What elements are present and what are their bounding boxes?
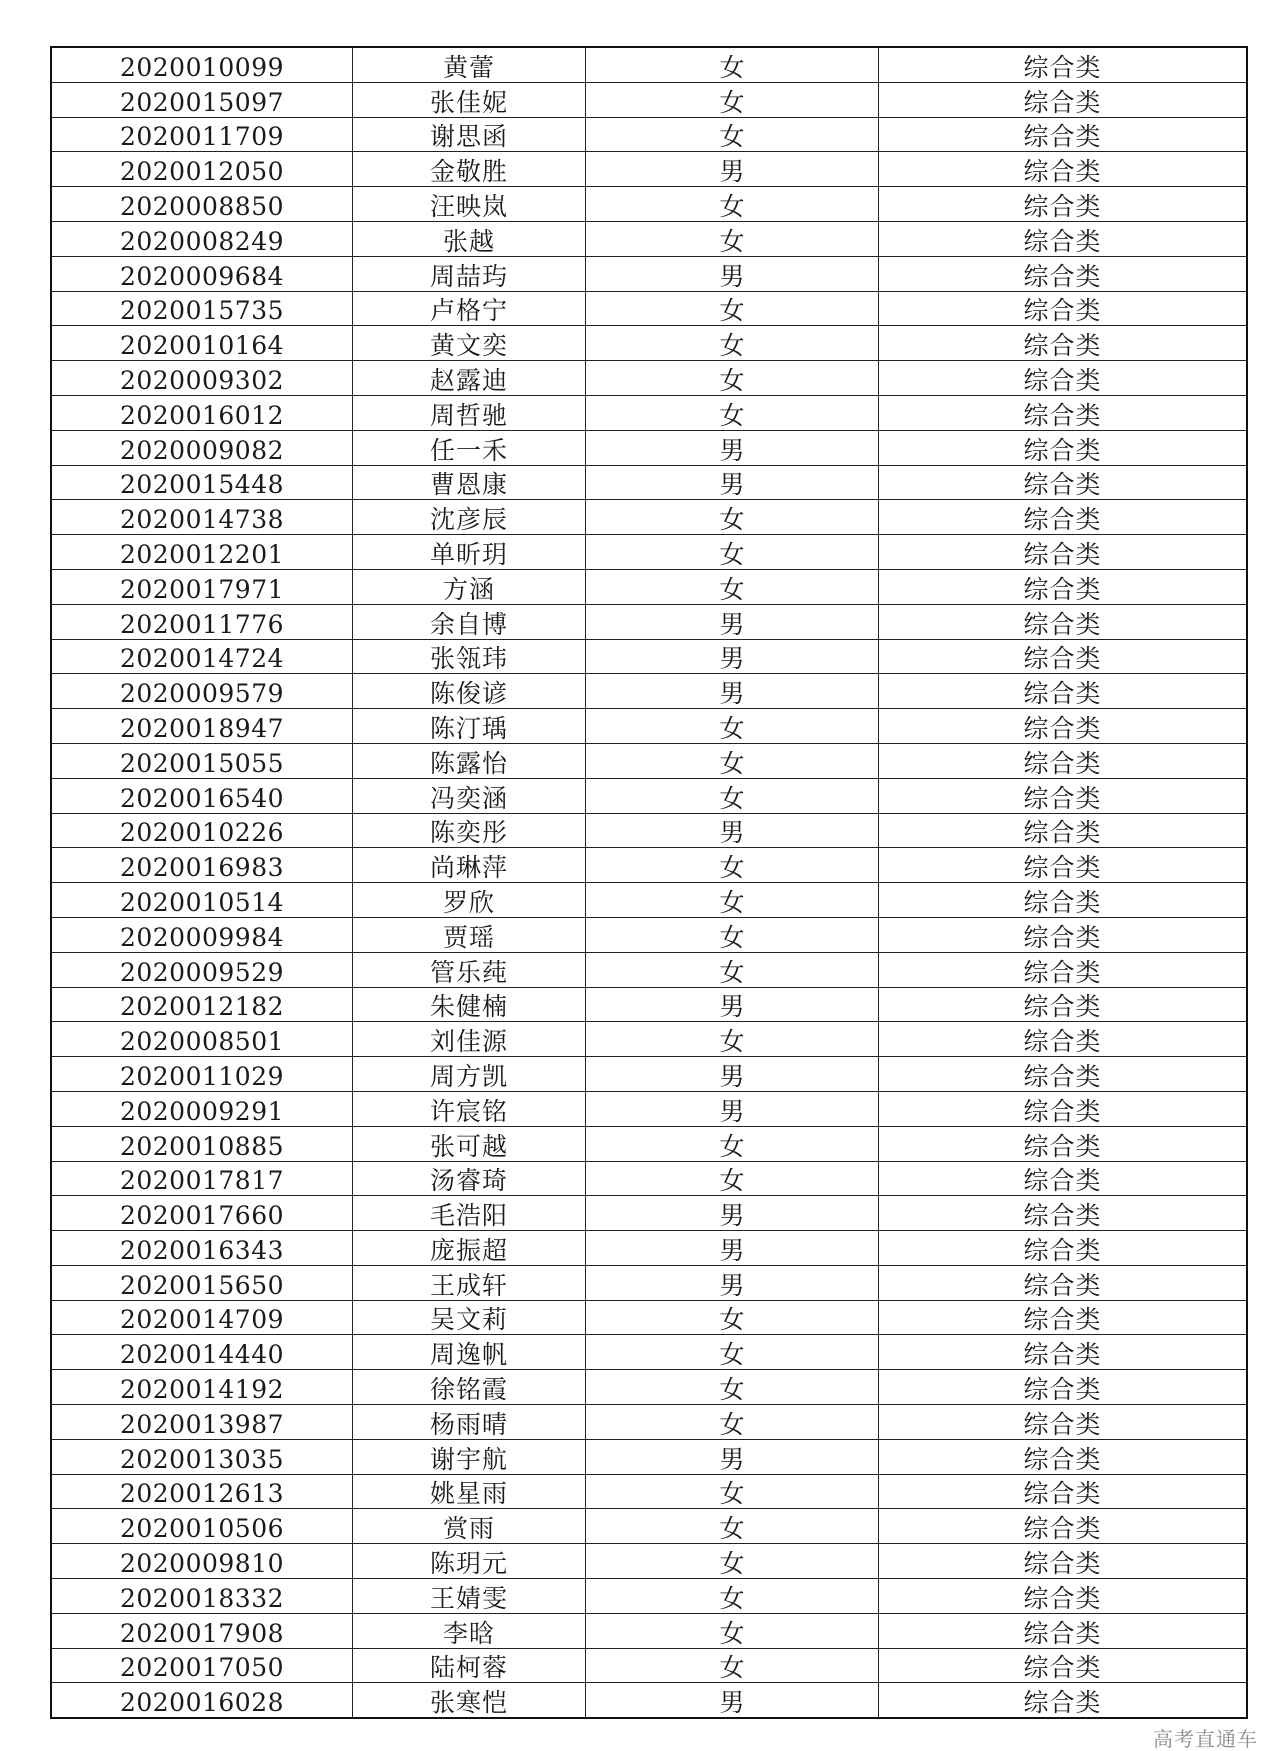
category-cell: 综合类 [879,465,1248,500]
student-id-cell: 2020016540 [51,778,353,813]
student-id-cell: 2020017660 [51,1196,353,1231]
student-id-cell: 2020018947 [51,709,353,744]
table-row [51,82,1247,117]
table-row [51,709,1247,744]
table-row [51,1370,1247,1405]
gender-cell: 男 [586,639,879,674]
table-row [51,465,1247,500]
category-cell: 综合类 [879,1613,1248,1648]
student-name-cell: 李晗 [353,1613,586,1648]
table-row [51,1544,1247,1579]
gender-cell: 女 [586,743,879,778]
table-row [51,883,1247,918]
student-id-cell: 2020009579 [51,674,353,709]
student-name-cell: 许宸铭 [353,1091,586,1126]
gender-cell: 男 [586,1439,879,1474]
table-row [51,1231,1247,1266]
student-id-cell: 2020009684 [51,256,353,291]
table-row [51,1579,1247,1614]
category-cell: 综合类 [879,883,1248,918]
table-row [51,1057,1247,1092]
gender-cell: 女 [586,361,879,396]
gender-cell: 男 [586,987,879,1022]
student-id-cell: 2020015650 [51,1265,353,1300]
gender-cell: 女 [586,569,879,604]
category-cell: 综合类 [879,917,1248,952]
gender-cell: 女 [586,326,879,361]
table-row [51,1648,1247,1683]
table-row [51,152,1247,187]
table-row [51,395,1247,430]
category-cell: 综合类 [879,1300,1248,1335]
student-name-cell: 张佳妮 [353,82,586,117]
student-name-cell: 汤睿琦 [353,1161,586,1196]
category-cell: 综合类 [879,1509,1248,1544]
student-name-cell: 陈汀瑀 [353,709,586,744]
student-id-cell: 2020018332 [51,1579,353,1614]
student-id-cell: 2020012613 [51,1474,353,1509]
table-row [51,1300,1247,1335]
student-name-cell: 罗欣 [353,883,586,918]
student-name-cell: 卢格宁 [353,291,586,326]
gender-cell: 女 [586,1579,879,1614]
student-name-cell: 冯奕涵 [353,778,586,813]
gender-cell: 女 [586,221,879,256]
gender-cell: 男 [586,430,879,465]
student-name-cell: 曹恩康 [353,465,586,500]
student-id-cell: 2020008850 [51,187,353,222]
category-cell: 综合类 [879,47,1248,82]
category-cell: 综合类 [879,117,1248,152]
category-cell: 综合类 [879,1161,1248,1196]
student-id-cell: 2020014724 [51,639,353,674]
category-cell: 综合类 [879,1091,1248,1126]
table-row [51,1683,1247,1718]
gender-cell: 男 [586,152,879,187]
table-row [51,430,1247,465]
student-id-cell: 2020009529 [51,952,353,987]
student-name-cell: 杨雨晴 [353,1405,586,1440]
student-name-cell: 黄蕾 [353,47,586,82]
gender-cell: 女 [586,1126,879,1161]
student-name-cell: 陈俊谚 [353,674,586,709]
gender-cell: 女 [586,1300,879,1335]
student-name-cell: 金敬胜 [353,152,586,187]
table-row [51,326,1247,361]
category-cell: 综合类 [879,639,1248,674]
category-cell: 综合类 [879,709,1248,744]
student-name-cell: 赏雨 [353,1509,586,1544]
category-cell: 综合类 [879,221,1248,256]
category-cell: 综合类 [879,1579,1248,1614]
student-id-cell: 2020012050 [51,152,353,187]
student-id-cell: 2020016028 [51,1683,353,1718]
table-row [51,778,1247,813]
gender-cell: 男 [586,465,879,500]
category-cell: 综合类 [879,1683,1248,1718]
category-cell: 综合类 [879,395,1248,430]
student-name-cell: 朱健楠 [353,987,586,1022]
student-name-cell: 谢思函 [353,117,586,152]
student-id-cell: 2020012201 [51,535,353,570]
student-id-cell: 2020013035 [51,1439,353,1474]
table-row [51,1613,1247,1648]
category-cell: 综合类 [879,1231,1248,1266]
student-id-cell: 2020014709 [51,1300,353,1335]
category-cell: 综合类 [879,1474,1248,1509]
student-name-cell: 庞振超 [353,1231,586,1266]
category-cell: 综合类 [879,1405,1248,1440]
gender-cell: 男 [586,674,879,709]
student-id-cell: 2020008501 [51,1022,353,1057]
student-name-cell: 任一禾 [353,430,586,465]
gender-cell: 女 [586,778,879,813]
category-cell: 综合类 [879,1126,1248,1161]
table-row [51,1126,1247,1161]
student-name-cell: 汪映岚 [353,187,586,222]
student-name-cell: 王婧雯 [353,1579,586,1614]
gender-cell: 男 [586,1091,879,1126]
gender-cell: 男 [586,1231,879,1266]
student-id-cell: 2020017817 [51,1161,353,1196]
category-cell: 综合类 [879,152,1248,187]
category-cell: 综合类 [879,1057,1248,1092]
student-name-cell: 黄文奕 [353,326,586,361]
student-name-cell: 陈露怡 [353,743,586,778]
table-row [51,535,1247,570]
gender-cell: 女 [586,535,879,570]
student-name-cell: 贾瑶 [353,917,586,952]
student-id-cell: 2020014440 [51,1335,353,1370]
category-cell: 综合类 [879,1439,1248,1474]
category-cell: 综合类 [879,848,1248,883]
table-row [51,1161,1247,1196]
student-id-cell: 2020009082 [51,430,353,465]
gender-cell: 男 [586,1057,879,1092]
student-name-cell: 陈奕彤 [353,813,586,848]
gender-cell: 女 [586,395,879,430]
gender-cell: 女 [586,291,879,326]
table-row [51,291,1247,326]
student-name-cell: 刘佳源 [353,1022,586,1057]
table-row [51,256,1247,291]
student-id-cell: 2020017908 [51,1613,353,1648]
gender-cell: 女 [586,883,879,918]
table-row [51,917,1247,952]
category-cell: 综合类 [879,674,1248,709]
watermark-text: 高考直通车 [1153,1727,1258,1751]
category-cell: 综合类 [879,1544,1248,1579]
table-row [51,47,1247,82]
table-row [51,1091,1247,1126]
category-cell: 综合类 [879,187,1248,222]
gender-cell: 男 [586,604,879,639]
gender-cell: 女 [586,47,879,82]
student-name-cell: 单昕玥 [353,535,586,570]
student-name-cell: 周方凯 [353,1057,586,1092]
student-id-cell: 2020011776 [51,604,353,639]
student-id-cell: 2020017971 [51,569,353,604]
gender-cell: 女 [586,500,879,535]
student-id-cell: 2020017050 [51,1648,353,1683]
gender-cell: 女 [586,709,879,744]
category-cell: 综合类 [879,256,1248,291]
student-name-cell: 方涵 [353,569,586,604]
student-id-cell: 2020011029 [51,1057,353,1092]
student-name-cell: 张瓴玮 [353,639,586,674]
gender-cell: 男 [586,1196,879,1231]
table-row [51,639,1247,674]
category-cell: 综合类 [879,361,1248,396]
student-id-cell: 2020010164 [51,326,353,361]
student-name-cell: 周喆玙 [353,256,586,291]
table-row [51,1022,1247,1057]
table-row [51,1474,1247,1509]
student-id-cell: 2020010099 [51,47,353,82]
student-name-cell: 张越 [353,221,586,256]
gender-cell: 女 [586,1405,879,1440]
gender-cell: 女 [586,1161,879,1196]
gender-cell: 男 [586,1683,879,1718]
student-id-cell: 2020014192 [51,1370,353,1405]
table-row [51,117,1247,152]
gender-cell: 男 [586,813,879,848]
category-cell: 综合类 [879,1335,1248,1370]
student-id-cell: 2020015735 [51,291,353,326]
student-id-cell: 2020010506 [51,1509,353,1544]
table-row [51,569,1247,604]
category-cell: 综合类 [879,500,1248,535]
table-row [51,848,1247,883]
gender-cell: 女 [586,1509,879,1544]
category-cell: 综合类 [879,1265,1248,1300]
student-name-cell: 张可越 [353,1126,586,1161]
student-id-cell: 2020016983 [51,848,353,883]
gender-cell: 女 [586,117,879,152]
student-name-cell: 周逸帆 [353,1335,586,1370]
category-cell: 综合类 [879,778,1248,813]
table-row [51,1196,1247,1231]
student-id-cell: 2020009302 [51,361,353,396]
category-cell: 综合类 [879,1196,1248,1231]
student-name-cell: 尚琳萍 [353,848,586,883]
student-roster-table [50,46,1248,1719]
category-cell: 综合类 [879,743,1248,778]
category-cell: 综合类 [879,952,1248,987]
gender-cell: 女 [586,1613,879,1648]
category-cell: 综合类 [879,1022,1248,1057]
student-name-cell: 谢宇航 [353,1439,586,1474]
student-id-cell: 2020009810 [51,1544,353,1579]
gender-cell: 女 [586,1648,879,1683]
table-row [51,221,1247,256]
gender-cell: 女 [586,82,879,117]
student-id-cell: 2020011709 [51,117,353,152]
category-cell: 综合类 [879,1648,1248,1683]
table-row [51,1439,1247,1474]
table-row [51,1335,1247,1370]
student-name-cell: 徐铭霞 [353,1370,586,1405]
gender-cell: 女 [586,1474,879,1509]
category-cell: 综合类 [879,326,1248,361]
gender-cell: 女 [586,848,879,883]
student-name-cell: 沈彦辰 [353,500,586,535]
gender-cell: 女 [586,952,879,987]
gender-cell: 女 [586,187,879,222]
category-cell: 综合类 [879,1370,1248,1405]
table-row [51,187,1247,222]
student-id-cell: 2020012182 [51,987,353,1022]
student-name-cell: 王成轩 [353,1265,586,1300]
gender-cell: 女 [586,1022,879,1057]
gender-cell: 男 [586,256,879,291]
student-id-cell: 2020015448 [51,465,353,500]
category-cell: 综合类 [879,82,1248,117]
student-name-cell: 周哲驰 [353,395,586,430]
gender-cell: 女 [586,1544,879,1579]
student-name-cell: 张寒恺 [353,1683,586,1718]
table-row [51,1405,1247,1440]
student-id-cell: 2020015055 [51,743,353,778]
gender-cell: 男 [586,1265,879,1300]
table-row [51,987,1247,1022]
student-id-cell: 2020014738 [51,500,353,535]
student-name-cell: 陈玥元 [353,1544,586,1579]
student-name-cell: 陆柯蓉 [353,1648,586,1683]
student-id-cell: 2020009984 [51,917,353,952]
category-cell: 综合类 [879,604,1248,639]
table-row [51,1509,1247,1544]
student-name-cell: 管乐莼 [353,952,586,987]
category-cell: 综合类 [879,535,1248,570]
student-name-cell: 吴文莉 [353,1300,586,1335]
student-id-cell: 2020016343 [51,1231,353,1266]
table-row [51,952,1247,987]
student-id-cell: 2020010226 [51,813,353,848]
table-row [51,361,1247,396]
category-cell: 综合类 [879,813,1248,848]
table-row [51,1265,1247,1300]
student-name-cell: 毛浩阳 [353,1196,586,1231]
table-row [51,743,1247,778]
category-cell: 综合类 [879,430,1248,465]
student-id-cell: 2020008249 [51,221,353,256]
student-id-cell: 2020010514 [51,883,353,918]
category-cell: 综合类 [879,569,1248,604]
category-cell: 综合类 [879,291,1248,326]
roster-body [51,47,1247,1718]
student-id-cell: 2020013987 [51,1405,353,1440]
student-id-cell: 2020016012 [51,395,353,430]
student-id-cell: 2020009291 [51,1091,353,1126]
student-id-cell: 2020010885 [51,1126,353,1161]
table-row [51,604,1247,639]
table-row [51,674,1247,709]
gender-cell: 女 [586,1335,879,1370]
student-id-cell: 2020015097 [51,82,353,117]
student-name-cell: 余自博 [353,604,586,639]
student-name-cell: 姚星雨 [353,1474,586,1509]
student-name-cell: 赵露迪 [353,361,586,396]
category-cell: 综合类 [879,987,1248,1022]
table-row [51,813,1247,848]
table-row [51,500,1247,535]
gender-cell: 女 [586,1370,879,1405]
gender-cell: 女 [586,917,879,952]
